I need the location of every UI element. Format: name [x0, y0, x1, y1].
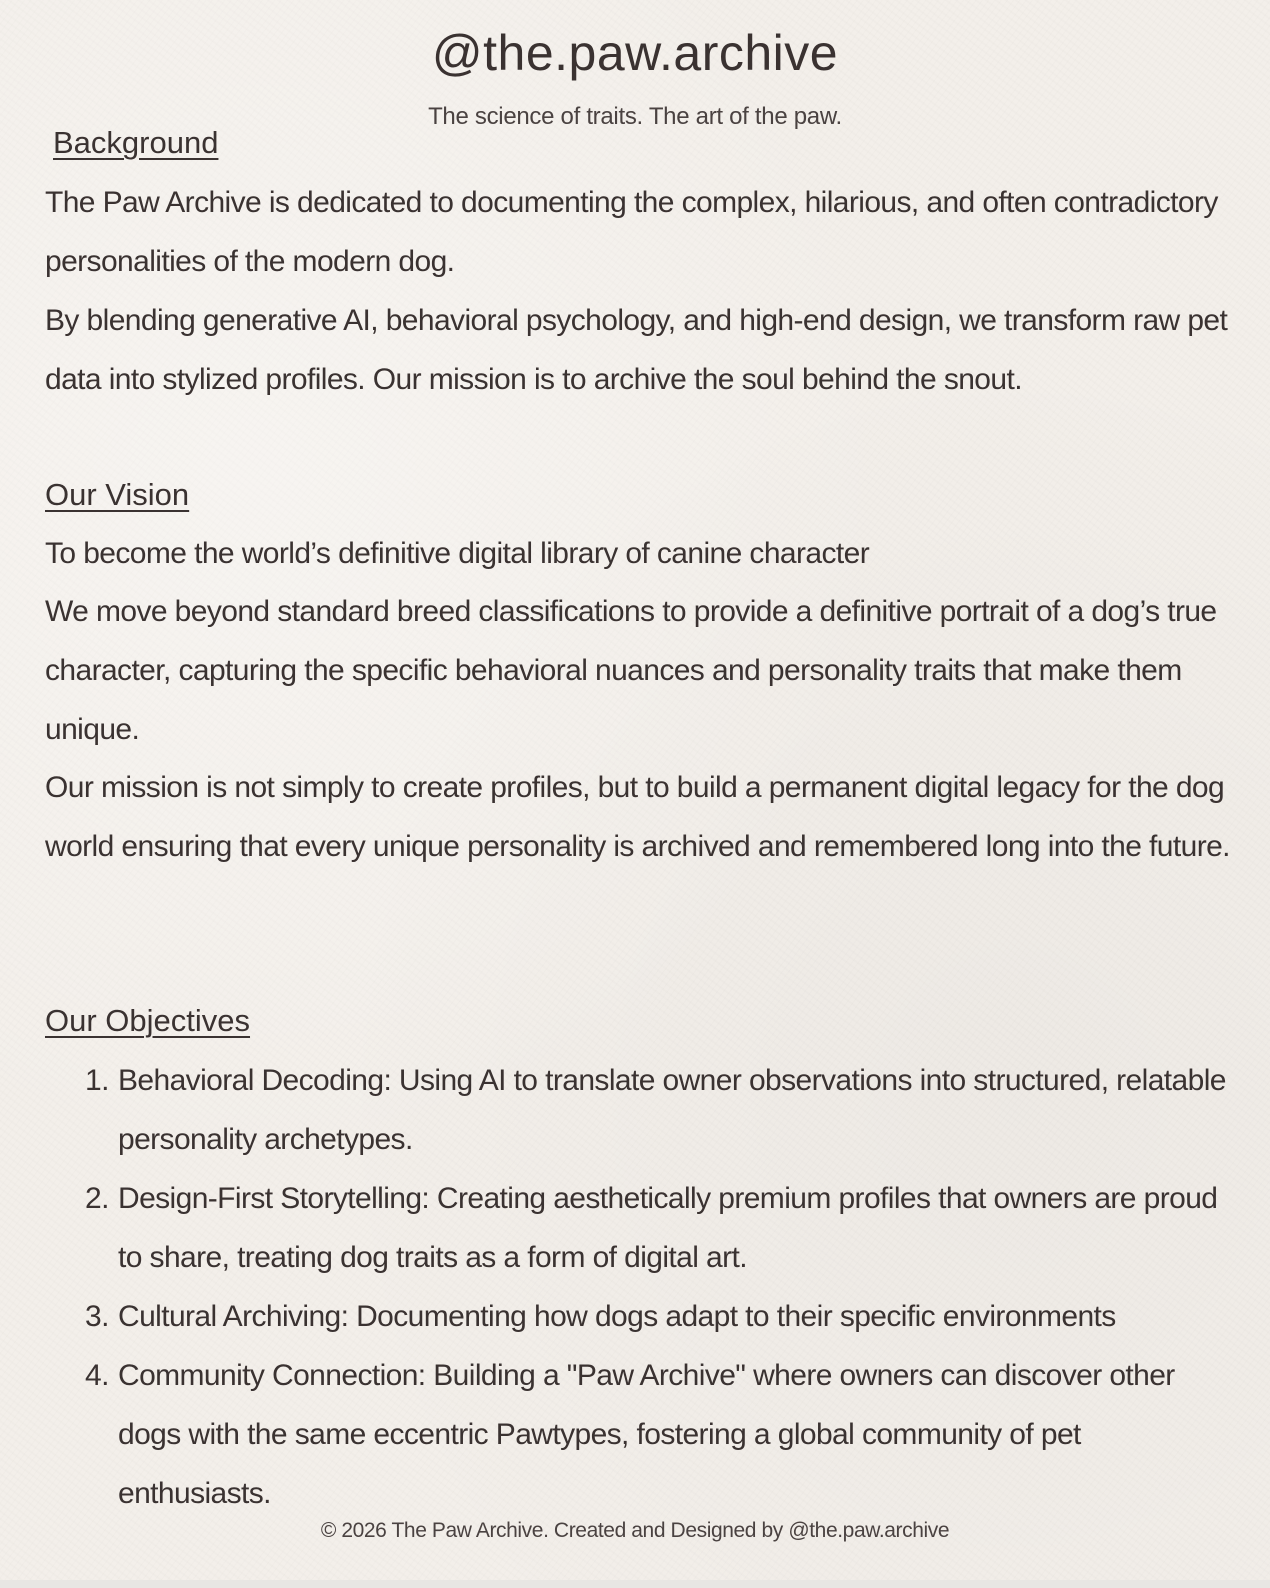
objectives-heading: Our Objectives	[45, 1003, 251, 1038]
vision-heading: Our Vision	[45, 477, 190, 512]
objective-text: Design-First Storytelling: Creating aesthetically premium profiles that owners are proud to share, treating dog traits as a form of digital art.	[118, 1182, 1218, 1274]
objective-number: 4.	[85, 1359, 109, 1392]
background-paragraph-2: By blending generative AI, behavioral psychology, and high-end design, we transform raw pet data into stylized profiles. Our mission is to archive the soul behind the snout.	[45, 304, 1228, 396]
objective-item	[45, 1346, 1235, 1523]
objective-item	[45, 1169, 1235, 1287]
objective-text: Cultural Archiving: Documenting how dogs adapt to their specific environments	[118, 1300, 1116, 1333]
objective-number: 2.	[85, 1182, 109, 1215]
site-title: @the.paw.archive	[431, 25, 839, 81]
vision-paragraph-1: To become the world’s definitive digital library of canine character	[45, 537, 870, 570]
objective-item	[45, 1287, 1235, 1346]
objective-text: Community Connection: Building a "Paw Archive" where owners can discover other dogs with the same eccentric Pawtypes, fostering a global community of pet enthusiasts.	[118, 1359, 1175, 1510]
vision-paragraph-2: We move beyond standard breed classifications to provide a definitive portrait of a dog’s true character, capturing the specific behavioral nuances and personality traits that make them unique.	[45, 595, 1217, 746]
site-tagline: The science of traits. The art of the paw.	[428, 103, 842, 130]
background-heading: Background	[53, 125, 219, 160]
objectives-list	[45, 1051, 1235, 1523]
objective-text: Behavioral Decoding: Using AI to translate owner observations into structured, relatable personality archetypes.	[118, 1064, 1226, 1156]
background-paragraph-1: The Paw Archive is dedicated to documenting the complex, hilarious, and often contradictory personalities of the modern dog.	[45, 186, 1218, 278]
objective-item	[45, 1051, 1235, 1169]
copyright-footer: © 2026 The Paw Archive. Created and Designed by @the.paw.archive	[320, 1519, 950, 1542]
page-bottom-edge	[0, 1580, 1270, 1588]
vision-paragraph-3: Our mission is not simply to create profiles, but to build a permanent digital legacy for the dog world ensuring that every unique personality is archived and remembered long into the future.	[45, 771, 1230, 863]
objective-number: 3.	[85, 1300, 109, 1333]
objective-number: 1.	[85, 1064, 109, 1097]
